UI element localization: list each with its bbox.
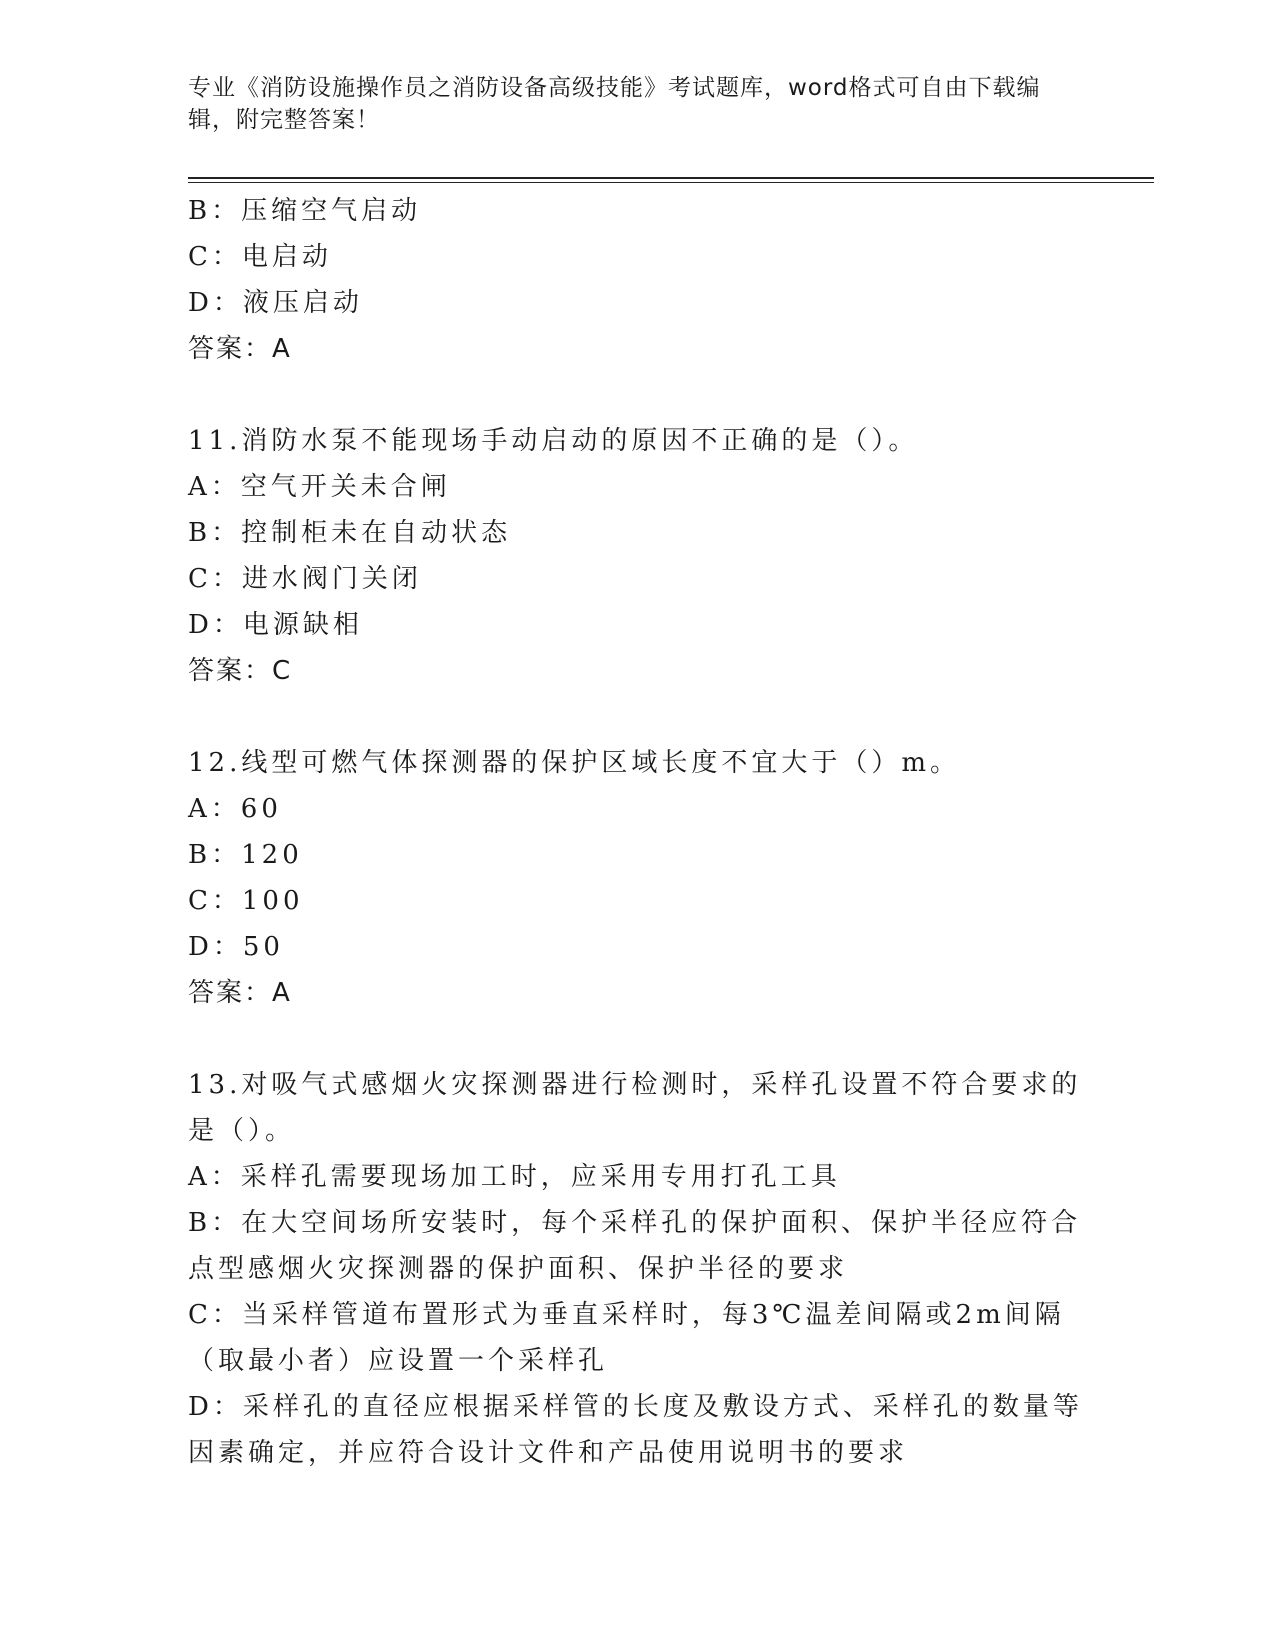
option-item: D：电源缺相: [188, 610, 363, 640]
header-text: 专业《消防设施操作员之消防设备高级技能》考试题库，word格式可自由下载编辑，附完整答案！: [188, 75, 1041, 133]
option-item: C：当采样管道布置形式为垂直采样时，每3℃温差间隔或2m间隔（取最小者）应设置一个采样孔: [188, 1300, 1065, 1376]
option-item: D：采样孔的直径应根据采样管的长度及敷设方式、采样孔的数量等因素确定，并应符合设计文件和产品使用说明书的要求: [188, 1392, 1083, 1468]
option-item: C：100: [188, 886, 304, 916]
question-12: [188, 740, 1088, 1016]
option-item: C：电启动: [188, 242, 332, 272]
question-stem: 13.对吸气式感烟火灾探测器进行检测时，采样孔设置不符合要求的是（）。: [188, 1070, 1082, 1146]
option-item: B：120: [188, 840, 303, 870]
question-13: [188, 1062, 1088, 1476]
question-stem: 11.消防水泵不能现场手动启动的原因不正确的是（）。: [188, 426, 919, 456]
option-item: B：在大空间场所安装时，每个采样孔的保护面积、保护半径应符合点型感烟火灾探测器的保护面积、保护半径的要求: [188, 1208, 1082, 1284]
option-item: C：进水阀门关闭: [188, 564, 422, 594]
header-rule-thick: [188, 177, 1154, 179]
option-item: B：控制柜未在自动状态: [188, 518, 512, 548]
option-item: A：空气开关未合闸: [188, 472, 451, 502]
option-item: A：60: [188, 794, 282, 824]
prev-question: [188, 188, 1088, 372]
answer-label: 答案：A: [188, 978, 292, 1008]
option-item: D：液压启动: [188, 288, 363, 318]
question-stem: 12.线型可燃气体探测器的保护区域长度不宜大于（）m。: [188, 748, 961, 778]
option-item: B：压缩空气启动: [188, 196, 422, 226]
question-content: [188, 188, 1088, 1476]
answer-label: 答案：A: [188, 334, 292, 364]
option-item: D：50: [188, 932, 284, 962]
answer-label: 答案：C: [188, 656, 293, 686]
option-item: A：采样孔需要现场加工时，应采用专用打孔工具: [188, 1162, 841, 1192]
question-11: [188, 418, 1088, 694]
header-rule-thin: [188, 182, 1154, 183]
